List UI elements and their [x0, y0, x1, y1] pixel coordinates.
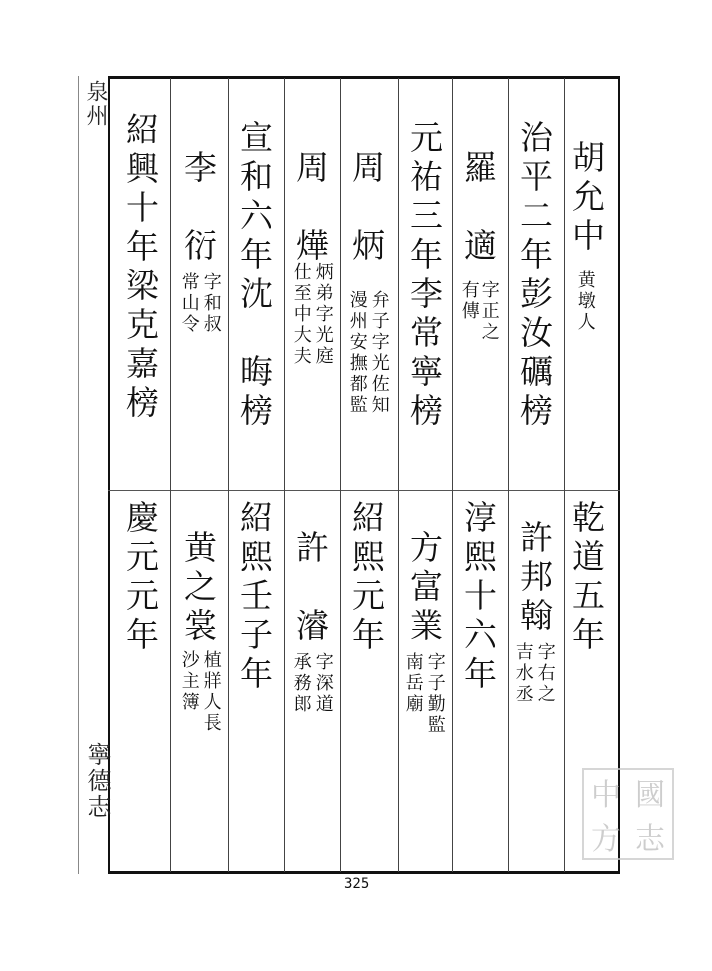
entry-name: 李 衍	[179, 150, 218, 267]
exam-year-heading: 宣和六年沈 晦榜	[235, 120, 274, 432]
entry-note: 黄墩人	[574, 270, 596, 333]
entry-name: 許 濬	[291, 530, 330, 647]
entry-name: 周 燁	[291, 150, 330, 267]
entry-note: 承務郎	[290, 652, 312, 715]
exam-year-heading: 慶元元年	[121, 500, 160, 656]
exam-year-heading: 治平二年彭汝礪榜	[515, 120, 554, 432]
column-rule	[170, 78, 171, 872]
entry-note: 炳弟字光庭	[312, 262, 334, 367]
column-rule	[228, 78, 229, 872]
entry-name: 羅 適	[459, 150, 498, 267]
middle-divider	[108, 490, 620, 491]
page-number: 325	[344, 876, 370, 892]
exam-year-heading: 元祐三年李常寧榜	[405, 120, 444, 432]
entry-note: 常山令	[178, 272, 200, 335]
column-rule	[284, 78, 285, 872]
exam-year-heading: 乾道五年	[567, 500, 606, 656]
entry-note: 仕至中大夫	[290, 262, 312, 367]
library-seal-stamp	[582, 768, 674, 860]
seal-character: 國	[635, 778, 665, 813]
entry-note: 沙主簿	[178, 650, 200, 713]
entry-note: 字子勤監	[424, 652, 446, 736]
margin-book-title: 寧德志	[83, 742, 111, 820]
entry-note: 字正之	[478, 280, 500, 343]
exam-year-heading: 淳熙十六年	[459, 500, 498, 695]
entry-name: 黄之裳	[179, 530, 218, 647]
exam-year-heading: 紹熙元年	[347, 500, 386, 656]
column-rule	[508, 78, 509, 872]
entry-note: 弁子字光佐知	[368, 290, 390, 416]
column-rule	[452, 78, 453, 872]
entry-note: 字右之	[534, 642, 556, 705]
entry-note: 字和叔	[200, 272, 222, 335]
column-rule	[340, 78, 341, 872]
seal-character: 中	[591, 778, 621, 813]
exam-year-heading: 紹熙壬子年	[235, 500, 274, 695]
entry-note: 有傳	[458, 280, 480, 322]
entry-name: 周 炳	[347, 150, 386, 267]
column-rule	[564, 78, 565, 872]
entry-name: 胡允中	[567, 140, 606, 257]
column-rule	[398, 78, 399, 872]
entry-note: 植牂人長	[200, 650, 222, 734]
entry-name: 方富業	[405, 530, 444, 647]
exam-year-heading: 紹興十年梁克嘉榜	[121, 112, 160, 424]
entry-note: 漫州安撫都監	[346, 290, 368, 416]
entry-note: 吉水丞	[512, 642, 534, 705]
seal-character: 志	[635, 822, 665, 857]
margin-title: 泉州	[83, 80, 108, 128]
seal-character: 方	[591, 822, 621, 857]
entry-note: 南岳廟	[402, 652, 424, 715]
entry-name: 許邦翰	[515, 520, 554, 637]
entry-note: 字深道	[312, 652, 334, 715]
